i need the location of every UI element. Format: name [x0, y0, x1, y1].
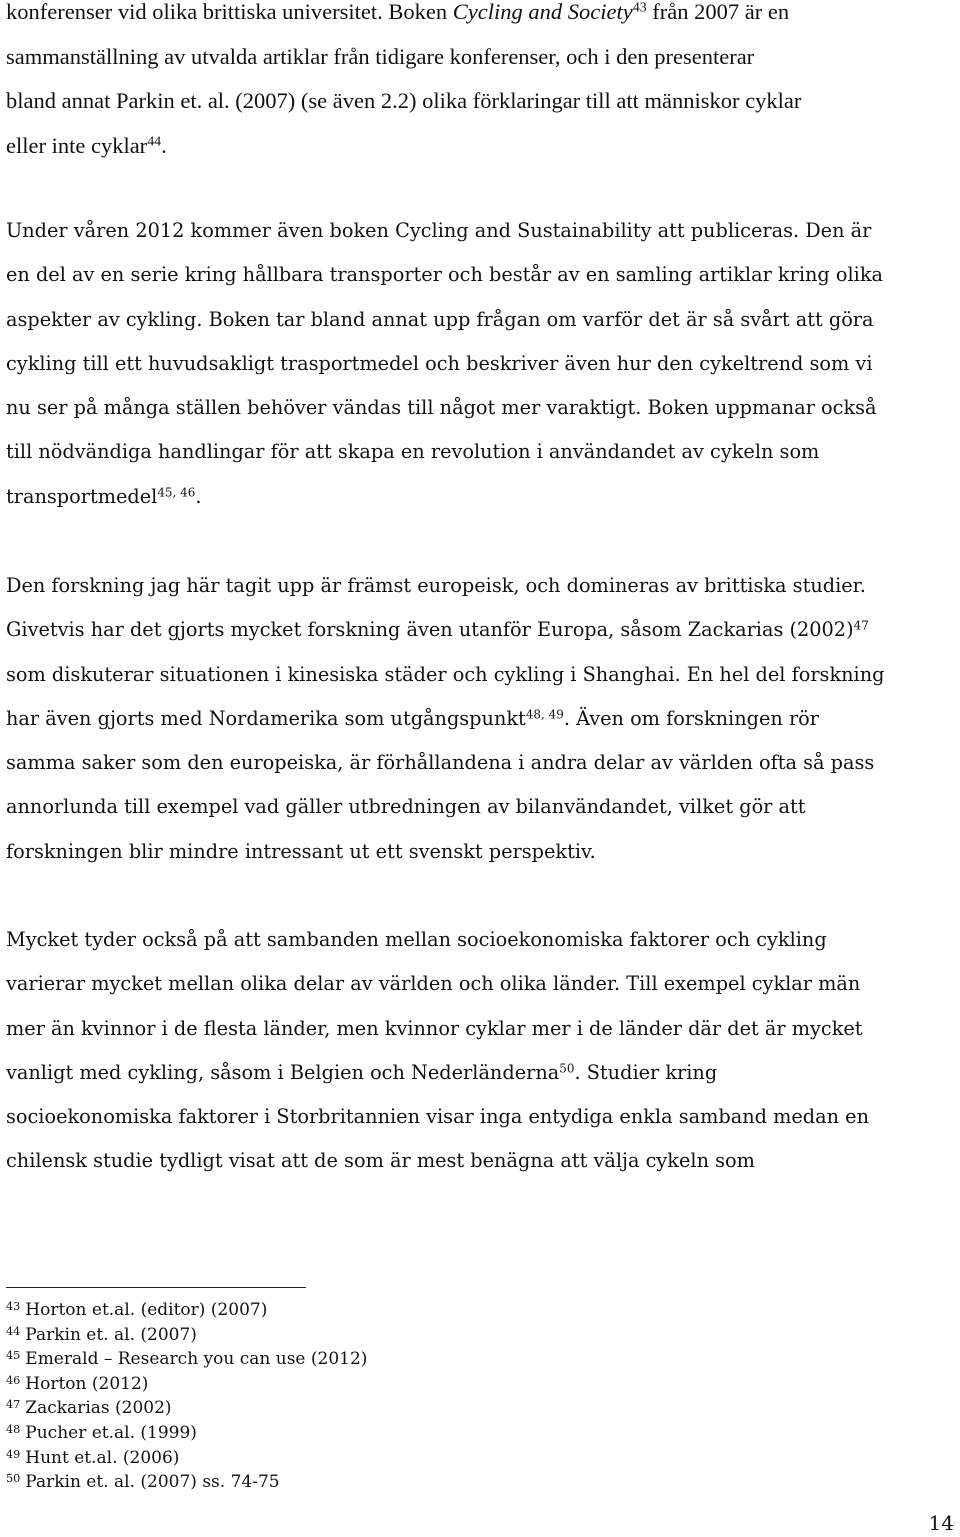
footnote: $^{45}$ Emerald – Research you can use (2012)	[6, 1349, 368, 1370]
footnote-ref: 48, 49	[525, 707, 564, 722]
text-line: Den forskning jag här tagit upp är främst europeisk, och domineras av brittiska studier.	[6, 574, 866, 597]
paragraph-3	[6, 564, 958, 874]
text-line: varierar mycket mellan olika delar av världen och olika länder. Till exempel cyklar män	[6, 972, 861, 996]
text-line: transportmedel$^{45, 46}$.	[6, 484, 202, 508]
footnote-list	[6, 1298, 367, 1495]
text-line: Givetvis har det gjorts mycket forskning även utanför Europa, såsom Zackarias $(2002)^{47}$	[6, 618, 869, 642]
text-line: en del av en serie kring hållbara transporter och består av en samling artiklar kring olika	[6, 263, 883, 287]
footnote: $^{46}$ Horton (2012)	[6, 1373, 149, 1394]
text-line: forskningen blir mindre intressant ut ett svenskt perspektiv.	[6, 839, 596, 863]
footnote: $^{43}$ Horton et.al. (editor) (2007)	[6, 1299, 268, 1320]
text-line: vanligt med cykling, såsom i Belgien och Nederländerna$^{50}$. Studier kring	[6, 1060, 718, 1084]
footnote-ref: 43	[632, 0, 647, 16]
text-line: eller inte cyklar$^{44}$.	[6, 132, 167, 158]
text-line: sammanställning av utvalda artiklar från tidigare konferenser, och i den presenterar	[6, 43, 755, 69]
text-line: nu ser på många ställen behöver vändas till något mer varaktigt. Boken uppmanar också	[6, 396, 877, 420]
book-title: Cycling and Society	[452, 0, 633, 24]
text-line: cykling till ett huvudsakligt trasportmedel och beskriver även hur den cykeltrend som vi	[6, 351, 873, 375]
paragraph-4	[6, 918, 958, 1184]
text-line: socioekonomiska faktorer i Storbritannien visar inga entydiga enkla samband medan en	[6, 1105, 870, 1129]
text-line: chilensk studie tydligt visat att de som är mest benägna att välja cykeln som	[6, 1149, 755, 1173]
text-line: till nödvändiga handlingar för att skapa en revolution i användandet av cykeln som	[6, 440, 820, 464]
text-line: bland annat Parkin et. al. (2007) (se även 2.2) olika förklaringar till att människor cyklar	[6, 88, 802, 113]
text-line: Mycket tyder också på att sambanden mellan socioekonomiska faktorer och cykling	[6, 928, 827, 951]
footnote: $^{44}$ Parkin et. al. (2007)	[6, 1324, 197, 1345]
paragraph-2	[6, 209, 958, 519]
footnote: $^{50}$ Parkin et. al. (2007) ss. 74-75	[6, 1472, 280, 1493]
footnote: $^{49}$ Hunt et.al. (2006)	[6, 1447, 180, 1468]
footnote-ref: 45, 46	[157, 485, 196, 500]
text-line: har även gjorts med Nordamerika som utgångspunkt$^{48, 49}$. Även om forskningen rör	[6, 706, 819, 730]
footnote-ref: 44	[147, 133, 162, 149]
text-line: som diskuterar situationen i kinesiska städer och cykling i Shanghai. En hel del forskning	[6, 662, 885, 686]
text-line: konferenser vid olika brittiska universitet. Boken Cycling and Society$^{43}$ från 2007 är en	[6, 0, 790, 24]
paragraph-1	[6, 0, 958, 168]
text-line: Under våren 2012 kommer även boken Cycling and Sustainability att publiceras. Den är	[6, 219, 872, 242]
footnote-ref: 47	[853, 618, 869, 633]
footnote-separator	[6, 1287, 306, 1288]
text-line: aspekter av cykling. Boken tar bland annat upp frågan om varför det är så svårt att göra	[6, 307, 874, 331]
footnote: $^{47}$ Zackarias (2002)	[6, 1398, 172, 1419]
footnote: $^{48}$ Pucher et.al. (1999)	[6, 1422, 197, 1443]
footnote-ref: 50	[559, 1061, 575, 1076]
text-line: mer än kvinnor i de flesta länder, men kvinnor cyklar mer i de länder där det är mycket	[6, 1016, 863, 1040]
text-line: annorlunda till exempel vad gäller utbredningen av bilanvändandet, vilket gör att	[6, 795, 806, 819]
text-line: samma saker som den europeiska, är förhållandena i andra delar av världen ofta så pass	[6, 751, 875, 775]
page-number: 14	[928, 1511, 954, 1535]
